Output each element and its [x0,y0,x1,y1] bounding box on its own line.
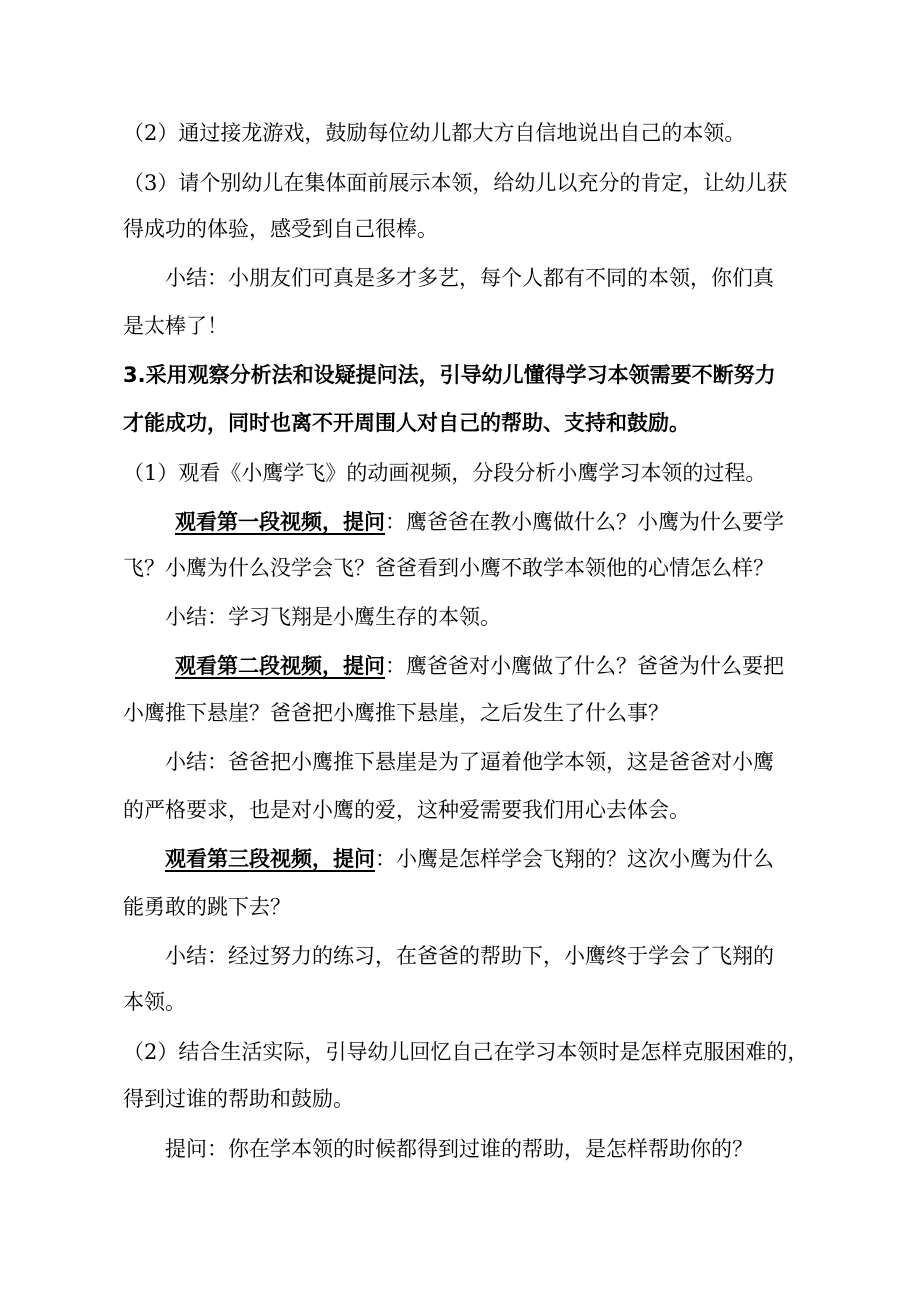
question-line [175,507,920,537]
question-line [175,651,920,681]
summary-line: 小结：学习飞翔是小鹰生存的本领。 [165,605,501,629]
segment-label: 观看第三段视频，提问 [165,847,375,871]
question-text: ：小鹰是怎样学会飞翔的？这次小鹰为什么 [375,847,774,871]
question-text: ：鹰爸爸对小鹰做了什么？爸爸为什么要把 [385,654,784,678]
summary-line: 小结：小朋友们可真是多才多艺，每个人都有不同的本领，你们真 [165,266,774,290]
summary-line: 小结：经过努力的练习，在爸爸的帮助下，小鹰终于学会了飞翔的 [165,944,774,968]
paragraph-line: （2）通过接龙游戏，鼓励每位幼儿都大方自信地说出自己的本领。 [123,121,746,145]
paragraph-line: 本领。 [123,990,186,1014]
paragraph-line: 得成功的体验，感受到自己很棒。 [123,217,438,241]
summary-line: 小结：爸爸把小鹰推下悬崖是为了逼着他学本领，这是爸爸对小鹰 [165,750,774,774]
question-line: 提问：你在学本领的时候都得到过谁的帮助，是怎样帮助你的？ [165,1137,753,1161]
paragraph-line: （3）请个别幼儿在集体面前展示本领，给幼儿以充分的肯定，让幼儿获 [123,171,788,195]
paragraph-line: （2）结合生活实际，引导幼儿回忆自己在学习本领时是怎样克服困难的， [123,1040,809,1064]
section-heading: 3.采用观察分析法和设疑提问法，引导幼儿懂得学习本领需要不断努力 [123,363,776,387]
summary-line: 是太棒了！ [123,314,228,338]
section-heading: 才能成功，同时也离不开周围人对自己的帮助、支持和鼓励。 [123,411,690,435]
paragraph-line: （1）观看《小鹰学飞》的动画视频，分段分析小鹰学习本领的过程。 [123,461,767,485]
paragraph-line: 飞？小鹰为什么没学会飞？爸爸看到小鹰不敢学本领他的心情怎么样？ [123,556,774,580]
paragraph-line: 得到过谁的帮助和鼓励。 [123,1087,354,1111]
segment-label: 观看第二段视频，提问 [175,654,385,678]
question-text: ：鹰爸爸在教小鹰做什么？小鹰为什么要学 [385,510,784,534]
segment-label: 观看第一段视频，提问 [175,510,385,534]
question-line [165,844,920,874]
paragraph-line: 小鹰推下悬崖？爸爸把小鹰推下悬崖，之后发生了什么事？ [123,701,669,725]
paragraph-line: 能勇敢的跳下去？ [123,895,291,919]
paragraph-line: 的严格要求，也是对小鹰的爱，这种爱需要我们用心去体会。 [123,798,690,822]
